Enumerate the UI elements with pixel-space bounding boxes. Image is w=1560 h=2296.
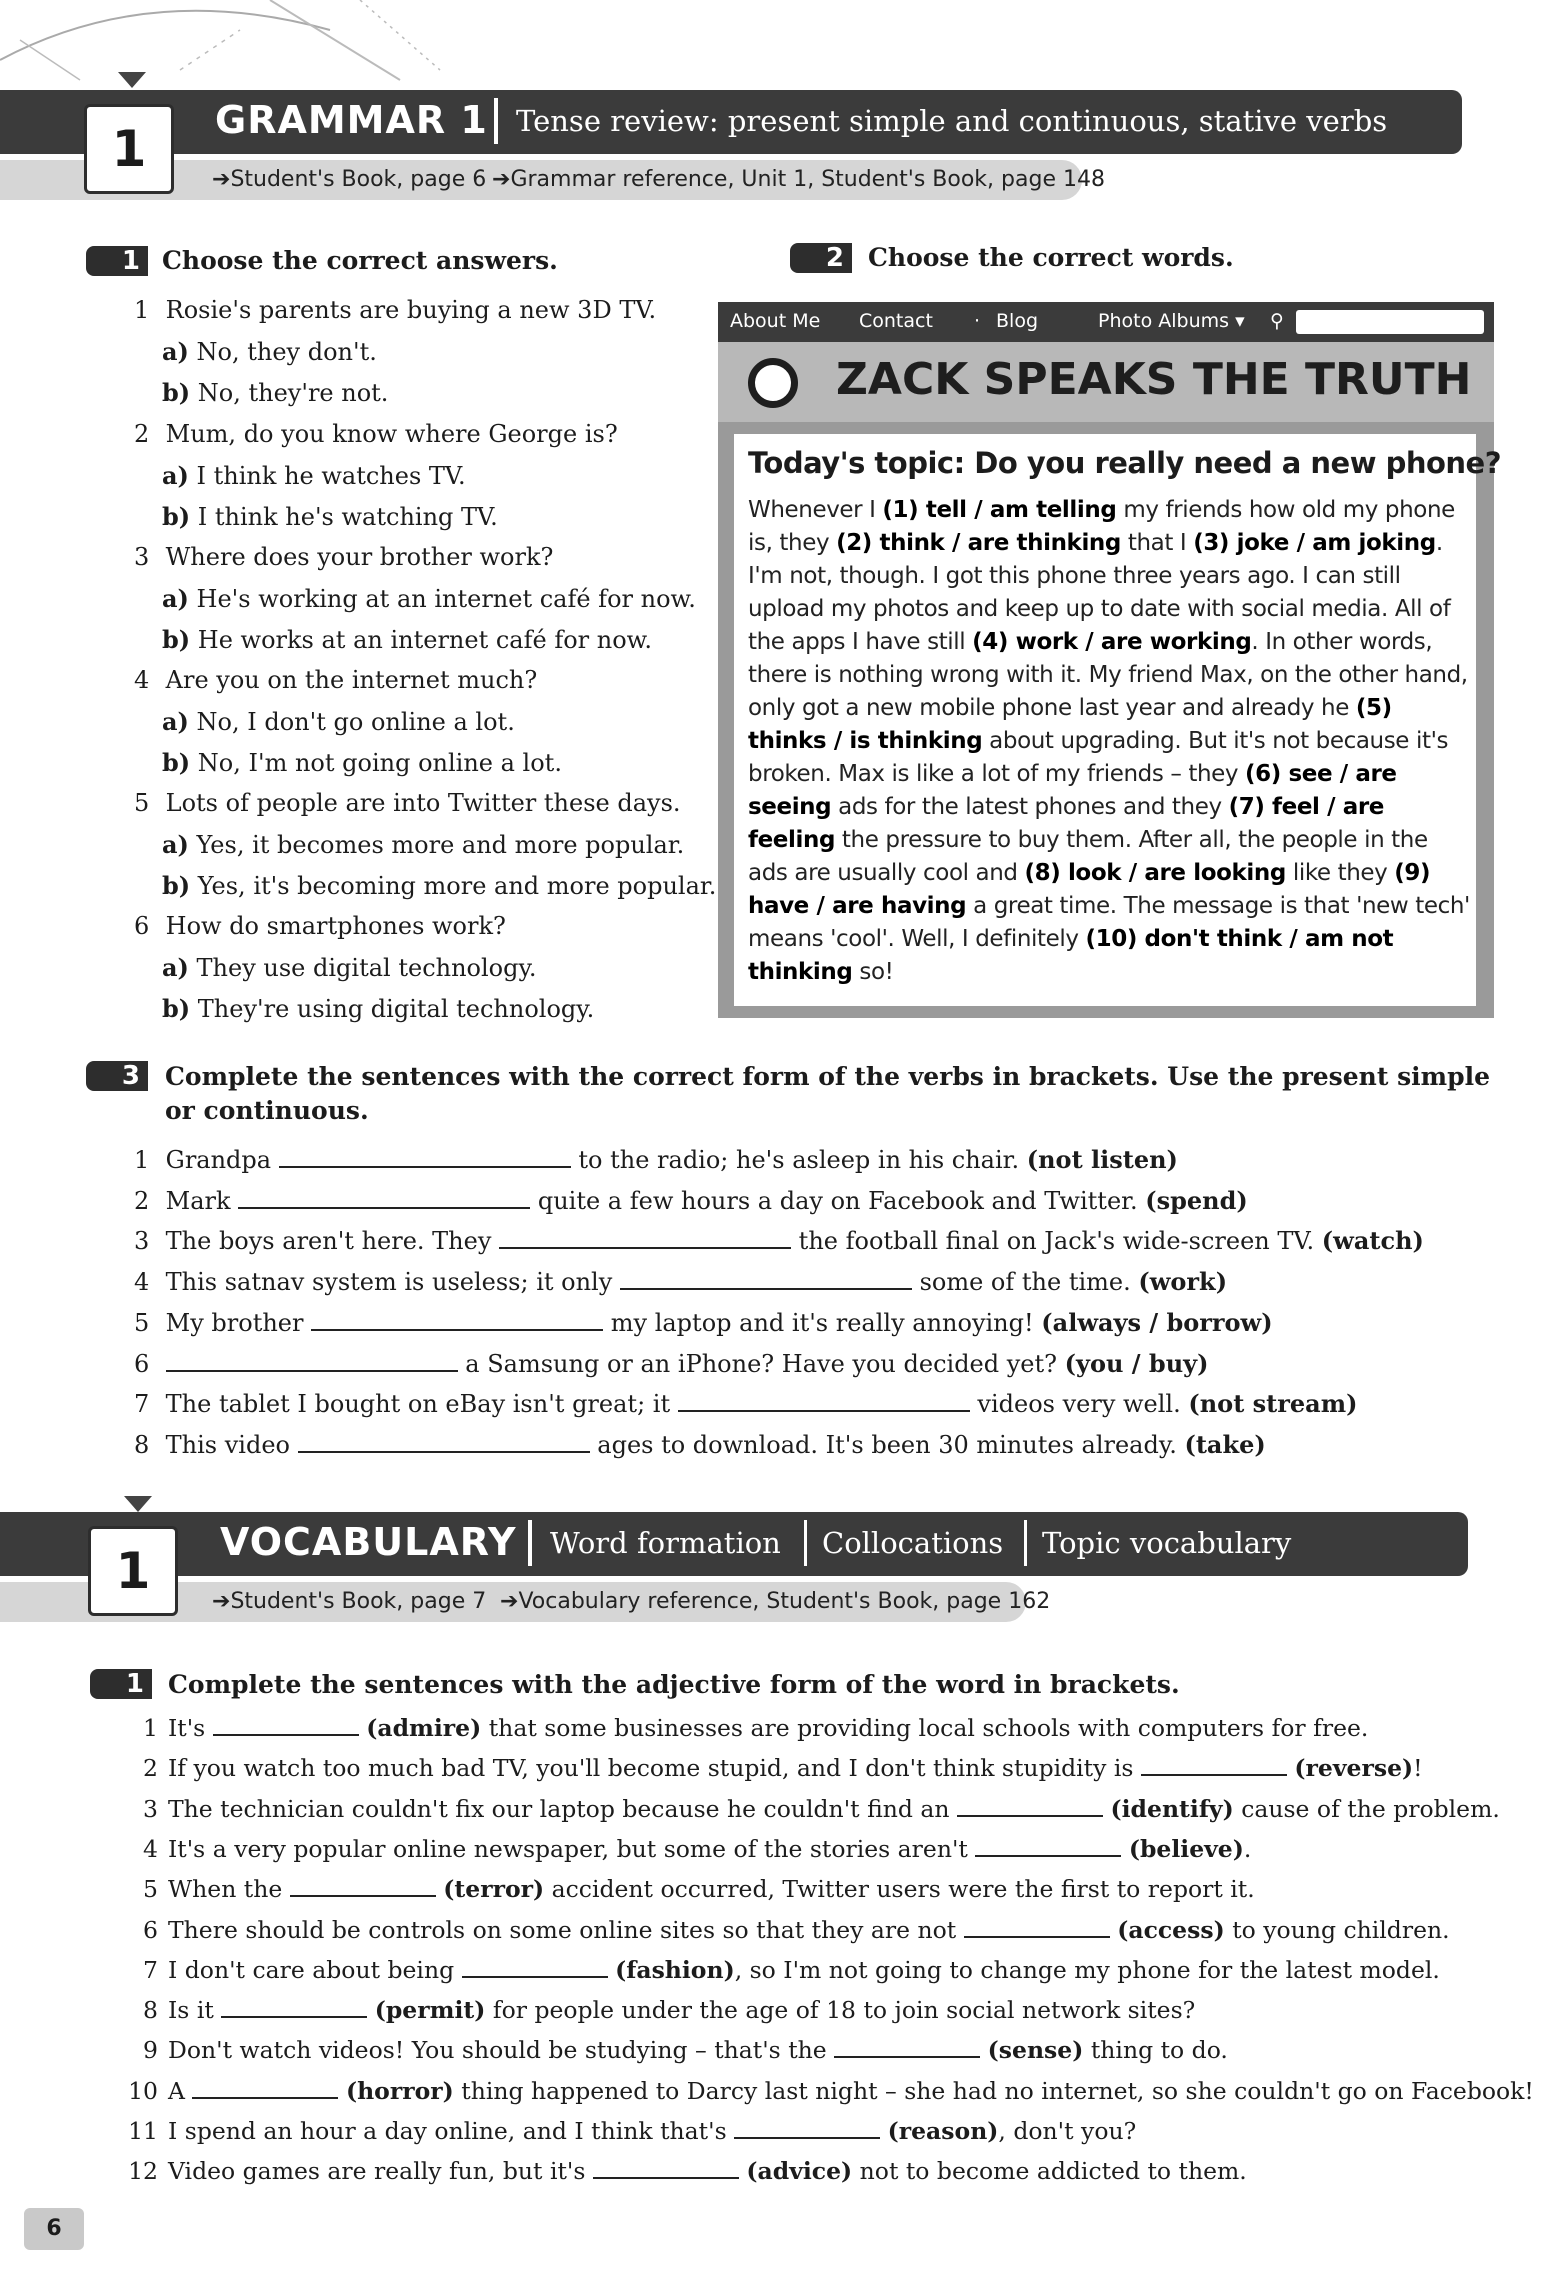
sentence-number: 6 (143, 1916, 158, 1944)
vocabulary-header-band (0, 1512, 1468, 1576)
reference-student-book: ➔Student's Book, page 7 (212, 1589, 487, 1614)
answer-blank[interactable] (593, 2161, 739, 2179)
verb-hint: (take) (1184, 1430, 1266, 1459)
vocabulary-title: VOCABULARY (220, 1520, 517, 1564)
word-hint: (horror) (345, 2077, 454, 2105)
sentence-start: When the (168, 1875, 283, 1903)
answer-option-b[interactable] (162, 748, 562, 777)
word-choice[interactable]: (6) see / are seeing (748, 761, 1397, 820)
blog-text-segment: the pressure to buy them. After all, the people in the ads are usually cool and (748, 827, 1428, 886)
blog-text (748, 494, 1470, 989)
verb-hint: (watch) (1321, 1226, 1424, 1255)
sentence-end: cause of the problem. (1241, 1795, 1500, 1823)
grammar-unit-number: 1 (84, 104, 174, 194)
answer-blank[interactable] (620, 1272, 912, 1290)
nav-photo-albums[interactable]: Photo Albums ▾ (1098, 310, 1245, 332)
answer-option-b[interactable] (162, 871, 716, 900)
exercise-2-number: 2 (790, 243, 852, 273)
sentence-start: Don't watch videos! You should be studying – that's the (168, 2036, 827, 2064)
grammar-subtitle: Tense review: present simple and continuous, stative verbs (516, 104, 1388, 138)
answer-option-a[interactable] (162, 953, 536, 982)
sentence-item (124, 1835, 1251, 1863)
sentence-number: 3 (143, 1795, 158, 1823)
word-choice[interactable]: (9) have / are having (748, 860, 1431, 919)
sentence-end: not to become addicted to them. (859, 2157, 1247, 2185)
sentence-start: I don't care about being (168, 1956, 455, 1984)
sentence-number: 12 (128, 2157, 158, 2185)
exercise-2-instruction: Choose the correct words. (868, 243, 1234, 272)
exercise-1-instruction: Choose the correct answers. (162, 246, 558, 275)
sentence-end: ages to download. It's been 30 minutes already. (597, 1431, 1177, 1459)
sentence-end: that some businesses are providing local schools with computers for free. (488, 1714, 1369, 1742)
word-hint: (terror) (443, 1875, 545, 1903)
question-number: 1 (134, 296, 150, 324)
answer-option-b[interactable] (162, 994, 594, 1023)
question-item (134, 420, 618, 448)
sentence-start: If you watch too much bad TV, you'll become stupid, and I don't think stupidity is (168, 1754, 1134, 1782)
verb-hint: (work) (1138, 1267, 1228, 1296)
answer-option-b[interactable] (162, 378, 388, 407)
question-text: Where does your brother work? (165, 543, 554, 571)
sentence-number: 2 (134, 1187, 150, 1215)
sentence-start: Video games are really fun, but it's (168, 2157, 586, 2185)
blog-logo-icon (748, 358, 798, 408)
blog-nav (718, 302, 1494, 342)
blog-topic: Today's topic: Do you really need a new phone? (748, 446, 1502, 480)
option-text: No, I'm not going online a lot. (197, 749, 562, 777)
vocab-exercise-1-instruction: Complete the sentences with the adjective form of the word in brackets. (168, 1670, 1180, 1699)
sentence-number: 1 (143, 1714, 158, 1742)
blog-post (734, 434, 1502, 1006)
answer-blank[interactable] (298, 1435, 590, 1453)
title-separator (494, 98, 498, 144)
blog-text-segment: my friends how old my phone is, they (748, 497, 1455, 556)
verb-hint: (always / borrow) (1041, 1308, 1273, 1337)
sentence-start: A (168, 2077, 185, 2105)
sentence-start: The tablet I bought on eBay isn't great; it (165, 1390, 671, 1418)
answer-blank[interactable] (1141, 1758, 1287, 1776)
word-choice[interactable]: (4) work / are working (972, 629, 1252, 655)
sentence-item (124, 2157, 1247, 2185)
vocab-sub-word-formation: Word formation (550, 1526, 781, 1560)
answer-blank[interactable] (499, 1231, 791, 1249)
answer-blank[interactable] (834, 2040, 980, 2058)
sentence-end: ! (1413, 1754, 1423, 1782)
sentence-number: 5 (143, 1875, 158, 1903)
answer-blank[interactable] (213, 1718, 359, 1736)
reference-student-book: ➔Student's Book, page 6 (212, 167, 487, 192)
answer-option-b[interactable] (162, 502, 498, 531)
question-number: 5 (134, 789, 150, 817)
blog-text-segment: . I'm not, though. I got this phone three years ago. I can still upload my photos and keep up to date with social media. All of the apps I have still (748, 530, 1451, 655)
blog-title: ZACK SPEAKS THE TRUTH (836, 354, 1472, 405)
sentence-item (124, 1916, 1450, 1944)
sentence-end: accident occurred, Twitter users were the first to report it. (551, 1875, 1255, 1903)
option-label: b) (162, 871, 191, 900)
question-text: Rosie's parents are buying a new 3D TV. (165, 296, 657, 324)
blog-text-segment: ads for the latest phones and they (831, 794, 1229, 820)
answer-blank[interactable] (290, 1879, 436, 1897)
answer-blank[interactable] (964, 1920, 1110, 1938)
option-label: a) (162, 830, 189, 859)
word-choice[interactable]: (5) thinks / is thinking (748, 695, 1392, 754)
sentence-end: thing to do. (1090, 2036, 1228, 2064)
word-hint: (advice) (746, 2157, 853, 2185)
option-text: Yes, it's becoming more and more popular. (197, 872, 717, 900)
option-label: a) (162, 953, 189, 982)
word-choice[interactable]: (2) think / are thinking (836, 530, 1121, 556)
answer-option-a[interactable] (162, 830, 684, 859)
sentence-item (134, 1186, 1248, 1215)
vocabulary-unit-number: 1 (88, 1526, 178, 1616)
verb-hint: (not listen) (1026, 1145, 1178, 1174)
sentence-end: to the radio; he's asleep in his chair. (578, 1146, 1020, 1174)
option-text: He works at an internet café for now. (197, 626, 652, 654)
sentence-number: 8 (143, 1996, 158, 2024)
sentence-start: This satnav system is useless; it only (165, 1268, 613, 1296)
word-hint: (access) (1117, 1916, 1225, 1944)
exercise-3-number: 3 (86, 1061, 148, 1091)
option-label: b) (162, 625, 191, 654)
blog-text-segment: like they (1285, 860, 1395, 886)
option-text: No, they don't. (196, 338, 377, 366)
answer-blank[interactable] (166, 1354, 458, 1372)
section-marker-icon (118, 72, 146, 88)
sentence-item (124, 1754, 1423, 1782)
blog-text-segment: . In other words, there is nothing wrong with it. My friend Max, on the other hand, only got a new mobile phone last year and already he (748, 629, 1468, 721)
question-item (134, 296, 656, 324)
sentence-item (124, 1875, 1255, 1903)
corner-decoration (0, 0, 520, 90)
verb-hint: (you / buy) (1064, 1349, 1209, 1378)
word-hint: (admire) (366, 1714, 482, 1742)
sentence-start: It's a very popular online newspaper, but some of the stories aren't (168, 1835, 968, 1863)
word-choice[interactable]: (10) don't think / am not thinking (748, 926, 1394, 985)
sentence-number: 7 (143, 1956, 158, 1984)
blog-text-segment: that I (1120, 530, 1194, 556)
sentence-start: It's (168, 1714, 206, 1742)
word-hint: (reverse) (1294, 1754, 1414, 1782)
option-label: a) (162, 584, 189, 613)
answer-blank[interactable] (734, 2121, 880, 2139)
option-label: b) (162, 748, 191, 777)
grammar-header-band (0, 90, 1462, 154)
option-label: a) (162, 461, 189, 490)
grammar-title: GRAMMAR 1 (215, 98, 488, 142)
word-choice[interactable]: (8) look / are looking (1024, 860, 1286, 886)
search-input[interactable] (1296, 310, 1484, 334)
sentence-item (124, 1956, 1440, 1984)
option-text: No, they're not. (197, 379, 389, 407)
verb-hint: (spend) (1145, 1186, 1248, 1215)
sentence-number: 2 (143, 1754, 158, 1782)
title-separator (1024, 1520, 1027, 1566)
sentence-start: The boys aren't here. They (165, 1227, 492, 1255)
vocab-sub-topic-vocabulary: Topic vocabulary (1042, 1526, 1292, 1560)
sentence-end: , don't you? (998, 2117, 1137, 2145)
sentence-start: I spend an hour a day online, and I think that's (168, 2117, 727, 2145)
sentence-number: 4 (134, 1268, 150, 1296)
sentence-number: 3 (134, 1227, 150, 1255)
sentence-number: 10 (128, 2077, 158, 2105)
sentence-item (134, 1308, 1273, 1337)
answer-blank[interactable] (678, 1394, 970, 1412)
blog-text-segment: about upgrading. But it's not because it's broken. Max is like a lot of my friends – they (748, 728, 1449, 787)
sentence-start: Grandpa (165, 1146, 272, 1174)
answer-blank[interactable] (311, 1313, 603, 1331)
nav-dot-icon: · (974, 310, 981, 332)
sentence-end: videos very well. (977, 1390, 1181, 1418)
question-number: 2 (134, 420, 150, 448)
blog-text-segment: a great time. The message is that 'new tech' means 'cool'. Well, I definitely (748, 893, 1470, 952)
exercise-3-instruction-line-2: or continuous. (165, 1096, 369, 1125)
sentence-end: some of the time. (919, 1268, 1131, 1296)
word-hint: (believe) (1128, 1835, 1244, 1863)
exercise-3-instruction-line-1: Complete the sentences with the correct form of the verbs in brackets. Use the present simple (165, 1062, 1490, 1091)
option-text: I think he's watching TV. (197, 503, 498, 531)
option-text: No, I don't go online a lot. (196, 708, 515, 736)
sentence-start: There should be controls on some online sites so that they are not (168, 1916, 957, 1944)
search-icon[interactable]: ⚲ (1270, 310, 1284, 332)
answer-option-a[interactable] (162, 461, 466, 490)
option-label: a) (162, 707, 189, 736)
question-text: Lots of people are into Twitter these days. (165, 789, 681, 817)
sentence-start: My brother (165, 1309, 304, 1337)
word-hint: (sense) (987, 2036, 1084, 2064)
sentence-item (134, 1349, 1208, 1378)
sentence-item (124, 1714, 1368, 1742)
sentence-item (124, 2077, 1534, 2105)
answer-blank[interactable] (957, 1799, 1103, 1817)
sentence-item (134, 1226, 1424, 1255)
sentence-start: The technician couldn't fix our laptop because he couldn't find an (168, 1795, 950, 1823)
sentence-number: 9 (143, 2036, 158, 2064)
question-item (134, 912, 506, 940)
option-label: a) (162, 337, 189, 366)
blog-header (718, 342, 1494, 422)
answer-option-b[interactable] (162, 625, 652, 654)
section-marker-icon (124, 1496, 152, 1512)
sentence-item (124, 2036, 1228, 2064)
option-text: I think he watches TV. (196, 462, 466, 490)
sentence-item (134, 1145, 1178, 1174)
nav-contact[interactable]: Contact (859, 310, 933, 332)
option-label: b) (162, 378, 191, 407)
vocab-exercise-1-number: 1 (90, 1669, 152, 1699)
sentence-number: 8 (134, 1431, 150, 1459)
reference-vocabulary: ➔Vocabulary reference, Student's Book, page 162 (500, 1589, 1051, 1614)
sentence-number: 5 (134, 1309, 150, 1337)
sentence-end: . (1243, 1835, 1252, 1863)
sentence-end: quite a few hours a day on Facebook and Twitter. (537, 1187, 1138, 1215)
sentence-end: , so I'm not going to change my phone for the latest model. (734, 1956, 1440, 1984)
sentence-end: for people under the age of 18 to join social network sites? (492, 1996, 1196, 2024)
answer-blank[interactable] (192, 2081, 338, 2099)
answer-blank[interactable] (238, 1191, 530, 1209)
title-separator (804, 1520, 807, 1566)
blog-text-segment: Whenever I (748, 497, 883, 523)
sentence-number: 11 (128, 2117, 158, 2145)
sentence-start: This video (165, 1431, 290, 1459)
answer-blank[interactable] (221, 2000, 367, 2018)
answer-option-a[interactable] (162, 707, 515, 736)
word-hint: (permit) (374, 1996, 486, 2024)
word-hint: (reason) (887, 2117, 999, 2145)
sentence-item (124, 2117, 1136, 2145)
question-item (134, 543, 553, 571)
sentence-end: the football final on Jack's wide-screen TV. (798, 1227, 1315, 1255)
nav-about-me[interactable]: About Me (730, 310, 821, 332)
exercise-1-number: 1 (86, 246, 148, 276)
sentence-item (124, 1795, 1500, 1823)
question-number: 3 (134, 543, 150, 571)
sentence-number: 1 (134, 1146, 150, 1174)
answer-blank[interactable] (975, 1839, 1121, 1857)
page-number: 6 (24, 2208, 84, 2250)
sentence-end: to young children. (1232, 1916, 1450, 1944)
sentence-end: my laptop and it's really annoying! (610, 1309, 1034, 1337)
blog-panel (718, 302, 1502, 1018)
sentence-item (134, 1267, 1227, 1296)
verb-hint: (not stream) (1188, 1389, 1358, 1418)
option-text: They're using digital technology. (197, 995, 595, 1023)
title-separator (528, 1520, 532, 1566)
answer-blank[interactable] (462, 1960, 608, 1978)
reference-grammar: ➔Grammar reference, Unit 1, Student's Book, page 148 (492, 167, 1105, 192)
option-text: He's working at an internet café for now. (196, 585, 696, 613)
question-text: How do smartphones work? (165, 912, 506, 940)
option-text: Yes, it becomes more and more popular. (196, 831, 685, 859)
sentence-start: Mark (165, 1187, 231, 1215)
sentence-number: 4 (143, 1835, 158, 1863)
sentence-item (124, 1996, 1195, 2024)
sentence-item (134, 1430, 1266, 1459)
sentence-item (134, 1389, 1357, 1418)
question-item (134, 666, 537, 694)
word-hint: (fashion) (615, 1956, 735, 1984)
word-choice[interactable]: (1) tell / am telling (882, 497, 1117, 523)
sentence-number: 7 (134, 1390, 150, 1418)
question-text: Are you on the internet much? (165, 666, 538, 694)
question-number: 4 (134, 666, 150, 694)
option-label: b) (162, 994, 191, 1023)
sentence-end: a Samsung or an iPhone? Have you decided yet? (465, 1350, 1058, 1378)
option-label: b) (162, 502, 191, 531)
answer-option-a[interactable] (162, 584, 696, 613)
word-choice[interactable]: (3) joke / am joking (1193, 530, 1436, 556)
question-item (134, 789, 681, 817)
answer-blank[interactable] (279, 1150, 571, 1168)
sentence-start: Is it (168, 1996, 214, 2024)
answer-option-a[interactable] (162, 337, 377, 366)
word-choice[interactable]: (7) feel / are feeling (748, 794, 1385, 853)
question-text: Mum, do you know where George is? (165, 420, 618, 448)
nav-blog[interactable]: Blog (996, 310, 1038, 332)
sentence-end: thing happened to Darcy last night – she had no internet, so she couldn't go on Facebook! (461, 2077, 1534, 2105)
question-number: 6 (134, 912, 150, 940)
blog-text-segment: so! (852, 959, 894, 985)
sentence-number: 6 (134, 1350, 150, 1378)
word-hint: (identify) (1110, 1795, 1234, 1823)
vocab-sub-collocations: Collocations (822, 1526, 1004, 1560)
option-text: They use digital technology. (196, 954, 537, 982)
